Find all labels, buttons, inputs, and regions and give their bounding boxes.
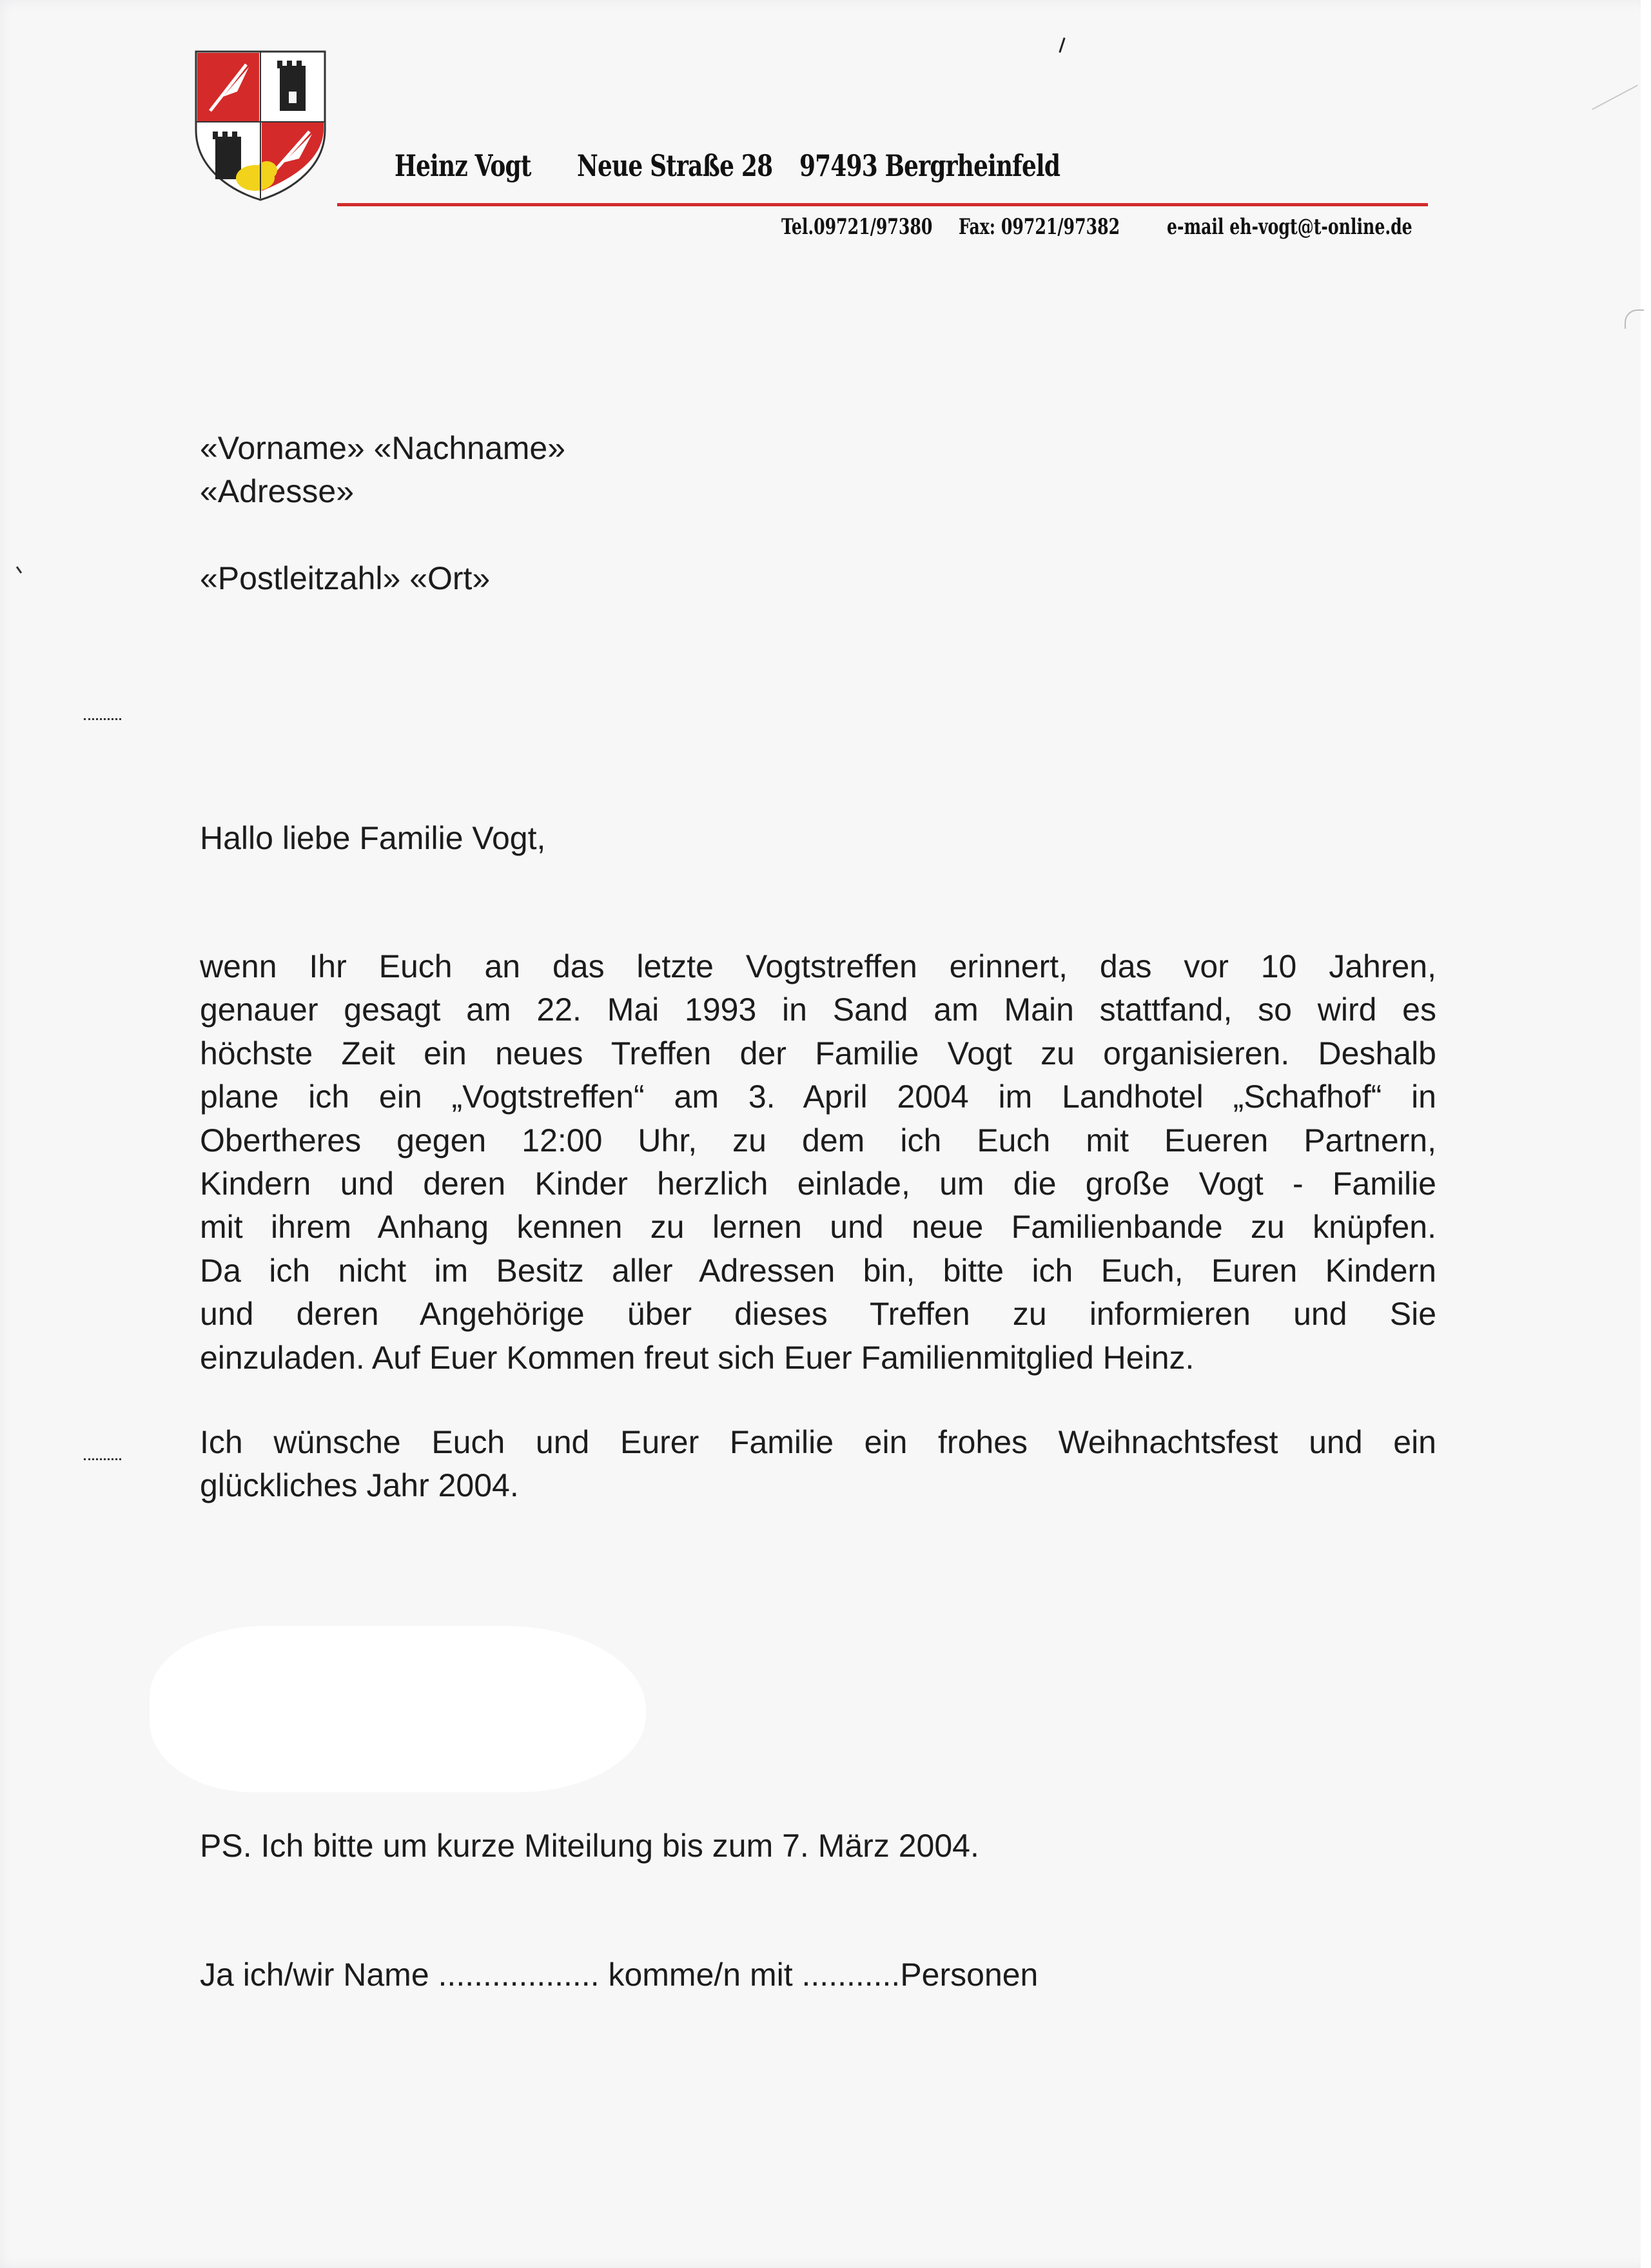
paragraph-line: höchste Zeit ein neues Treffen der Familie Vogt zu organisieren. Deshalb — [200, 1035, 1436, 1071]
pen-mark — [1059, 37, 1065, 53]
sender-city: 97493 Bergrheinfeld — [799, 148, 1060, 183]
greeting: Hallo liebe Familie Vogt, — [200, 820, 546, 856]
paragraph-line: glückliches Jahr 2004. — [200, 1467, 519, 1504]
sender-email: e-mail eh-vogt@t-online.de — [1167, 214, 1412, 240]
sender-fax: Fax: 09721/97382 — [959, 214, 1120, 240]
recipient-address-placeholder: «Adresse» — [200, 473, 355, 509]
reply-line: Ja ich/wir Name .................. komme/n mit ...........Personen — [200, 1957, 1039, 1993]
pen-mark — [16, 566, 22, 574]
paragraph-line: Da ich nicht im Besitz aller Adressen bin, bitte ich Euch, Euren Kindern — [200, 1252, 1436, 1289]
letterhead-rule — [337, 203, 1428, 206]
paragraph-line: Kindern und deren Kinder herzlich einlade, um die große Vogt - Familie — [200, 1166, 1436, 1202]
redacted-signature — [150, 1626, 646, 1792]
paragraph-line: genauer gesagt am 22. Mai 1993 in Sand am Main stattfand, so wird es — [200, 992, 1436, 1028]
sender-street: Neue Straße 28 — [577, 148, 773, 183]
sender-phone: Tel.09721/97380 — [781, 214, 933, 240]
main-paragraph — [200, 945, 1436, 1380]
family-crest-logo — [191, 46, 330, 202]
paragraph-line: und deren Angehörige über dieses Treffen zu informieren und Sie — [200, 1296, 1436, 1333]
paragraph-line: Ich wünsche Euch und Eurer Familie ein frohes Weihnachtsfest und ein — [200, 1424, 1436, 1460]
recipient-name-placeholder: «Vorname» «Nachname» — [200, 430, 566, 466]
paragraph-line: mit ihrem Anhang kennen zu lernen und neue Familienbande zu knüpfen. — [200, 1209, 1436, 1246]
fold-mark — [84, 718, 121, 720]
paragraph-line: wenn Ihr Euch an das letzte Vogtstreffen erinnert, das vor 10 Jahren, — [200, 948, 1436, 984]
sender-name: Heinz Vogt — [395, 148, 531, 183]
recipient-city-placeholder: «Postleitzahl» «Ort» — [200, 560, 491, 596]
paragraph-line: plane ich ein „Vogtstreffen“ am 3. April 2004 im Landhotel „Schafhof“ in — [200, 1079, 1436, 1115]
paragraph-line: Obertheres gegen 12:00 Uhr, zu dem ich Euch mit Eueren Partnern, — [200, 1122, 1436, 1158]
paragraph-line: einzuladen. Auf Euer Kommen freut sich Euer Familienmitglied Heinz. — [200, 1339, 1195, 1376]
fold-mark — [84, 1458, 121, 1460]
scan-artifact — [1592, 84, 1638, 110]
wishes-paragraph — [200, 1421, 1436, 1508]
scan-edge — [1641, 0, 1651, 2268]
scan-artifact — [1625, 309, 1644, 329]
postscript: PS. Ich bitte um kurze Miteilung bis zum 7. März 2004. — [200, 1828, 979, 1864]
